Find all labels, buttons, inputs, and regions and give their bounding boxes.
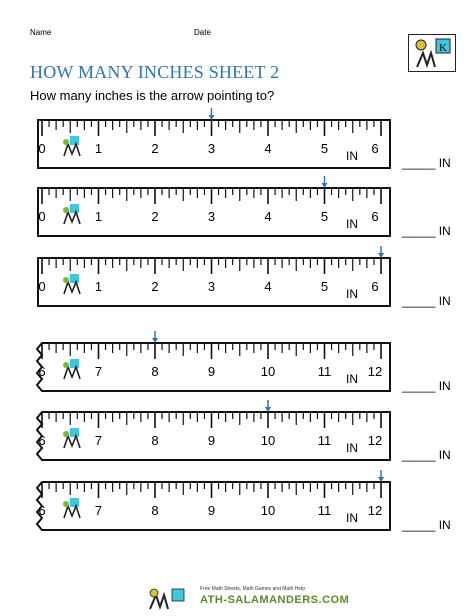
ruler-inch-label: 7 (94, 503, 103, 518)
answer-blank[interactable]: _____ IN (402, 294, 451, 308)
ruler-inch-label: 1 (94, 209, 103, 224)
footer-tagline: Free Math Sheets, Math Games and Math Help (200, 586, 306, 592)
ruler-row (0, 404, 474, 462)
ruler-inch-label: 6 (371, 279, 379, 294)
ruler-inch-label: 5 (320, 141, 329, 156)
ruler-inch-label: 6 (371, 141, 379, 156)
ruler-unit-label: IN (346, 149, 358, 163)
ruler-unit-label: IN (346, 287, 358, 301)
ruler-inch-label: 4 (264, 209, 272, 224)
date-label: Date (194, 28, 211, 37)
ruler-inch-label: 0 (38, 141, 46, 156)
ruler-unit-label: IN (346, 372, 358, 386)
ruler-inch-label: 0 (38, 279, 46, 294)
ruler-inch-label: 0 (38, 209, 46, 224)
ruler-inch-label: 5 (320, 209, 329, 224)
question-text: How many inches is the arrow pointing to? (30, 88, 275, 103)
answer-blank[interactable]: _____ IN (402, 379, 451, 393)
ruler-inch-label: 8 (151, 433, 159, 448)
ruler-inch-label: 12 (367, 433, 383, 448)
ruler-row (0, 180, 474, 238)
answer-blank[interactable]: _____ IN (402, 518, 451, 532)
answer-blank[interactable]: _____ IN (402, 224, 451, 238)
ruler-inch-label: 10 (260, 364, 276, 379)
ruler-row (0, 474, 474, 532)
ruler-inch-label: 11 (317, 503, 332, 518)
ruler-inch-label: 6 (38, 433, 46, 448)
ruler-inch-label: 3 (207, 141, 216, 156)
ruler-inch-label: 4 (264, 141, 272, 156)
answer-blank[interactable]: _____ IN (402, 448, 451, 462)
ruler-unit-label: IN (346, 441, 358, 455)
ruler-inch-label: 7 (94, 364, 103, 379)
name-label: Name (30, 28, 52, 37)
ruler-inch-label: 9 (207, 503, 216, 518)
ruler-row (0, 335, 474, 393)
ruler-inch-label: 6 (38, 364, 46, 379)
ruler-unit-label: IN (346, 511, 358, 525)
ruler-inch-label: 1 (94, 279, 103, 294)
ruler-inch-label: 1 (94, 141, 103, 156)
ruler-inch-label: 3 (207, 209, 216, 224)
ruler-inch-label: 9 (207, 364, 216, 379)
footer-site-link[interactable]: ATH-SALAMANDERS.COM (200, 594, 350, 606)
answer-blank[interactable]: _____ IN (402, 156, 451, 170)
ruler-inch-label: 2 (151, 209, 159, 224)
ruler-inch-label: 11 (317, 433, 332, 448)
ruler-inch-label: 6 (38, 503, 46, 518)
ruler-inch-label: 12 (367, 503, 383, 518)
ruler-inch-label: 9 (207, 433, 216, 448)
ruler-inch-label: 11 (317, 364, 332, 379)
ruler-unit-label: IN (346, 217, 358, 231)
ruler-row (0, 250, 474, 308)
ruler-inch-label: 6 (371, 209, 379, 224)
ruler-inch-label: 4 (264, 279, 272, 294)
ruler-inch-label: 10 (260, 503, 276, 518)
ruler-row (0, 112, 474, 170)
logo-letter: K (439, 42, 447, 54)
ruler-inch-label: 2 (151, 141, 159, 156)
site-logo-icon (408, 34, 456, 72)
ruler-inch-label: 3 (207, 279, 216, 294)
ruler-inch-label: 10 (260, 433, 276, 448)
ruler-inch-label: 8 (151, 364, 159, 379)
ruler-inch-label: 12 (367, 364, 383, 379)
ruler-inch-label: 2 (151, 279, 159, 294)
page-title: HOW MANY INCHES SHEET 2 (30, 62, 280, 82)
ruler-inch-label: 8 (151, 503, 159, 518)
ruler-inch-label: 7 (94, 433, 103, 448)
ruler-inch-label: 5 (320, 279, 329, 294)
